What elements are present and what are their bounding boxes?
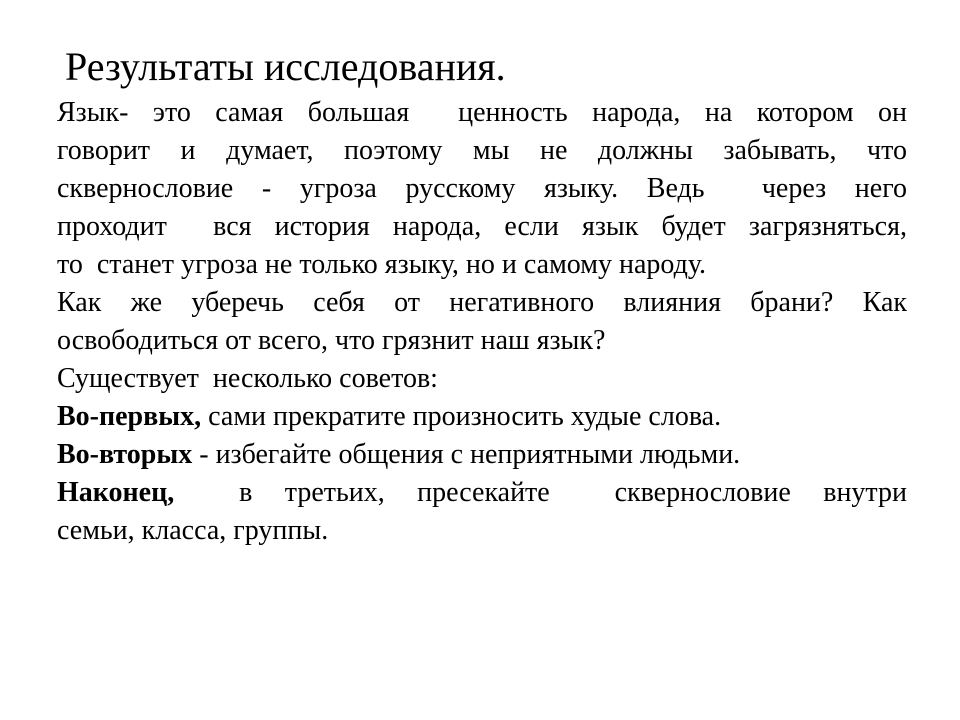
body-text-line-7 (57, 322, 907, 360)
text-segment: сами прекратите произносить худые слова. (201, 401, 722, 432)
text-segment: то станет угроза не только языку, но и самому народу. (57, 249, 707, 280)
bold-text-segment: Наконец, (57, 477, 175, 508)
body-text-line-3 (57, 170, 907, 208)
text-segment: Существует несколько советов: (57, 363, 438, 394)
slide-title: Результаты исследования. (65, 44, 506, 89)
text-segment: Как же уберечь себя от негативного влияния брани? Как (57, 287, 907, 318)
bold-text-segment: Во-первых, (57, 401, 202, 432)
body-text-line-2 (57, 132, 907, 170)
body-text-line-6 (57, 284, 907, 322)
text-segment: семьи, класса, группы. (57, 515, 329, 546)
body-text-line-11 (57, 474, 907, 512)
text-segment: освободиться от всего, что грязнит наш язык? (57, 325, 606, 356)
text-segment: сквернословие - угроза русскому языку. Ведь через него (57, 173, 907, 204)
text-segment: в третьих, пресекайте сквернословие внутри (174, 477, 907, 508)
text-segment: - избегайте общения с неприятными людьми. (192, 439, 741, 470)
body-text-line-5 (57, 246, 907, 284)
text-segment: проходит вся история народа, если язык будет загрязняться, (57, 211, 907, 242)
slide-body-text (57, 94, 907, 550)
body-text-line-8 (57, 360, 907, 398)
body-text-line-1 (57, 94, 907, 132)
text-segment: говорит и думает, поэтому мы не должны забывать, что (57, 135, 907, 166)
body-text-line-10 (57, 436, 907, 474)
text-segment: Язык- это самая большая ценность народа, на котором он (57, 97, 907, 128)
body-text-line-12 (57, 512, 907, 550)
body-text-line-4 (57, 208, 907, 246)
body-text-line-9 (57, 398, 907, 436)
bold-text-segment: Во-вторых (57, 439, 193, 470)
